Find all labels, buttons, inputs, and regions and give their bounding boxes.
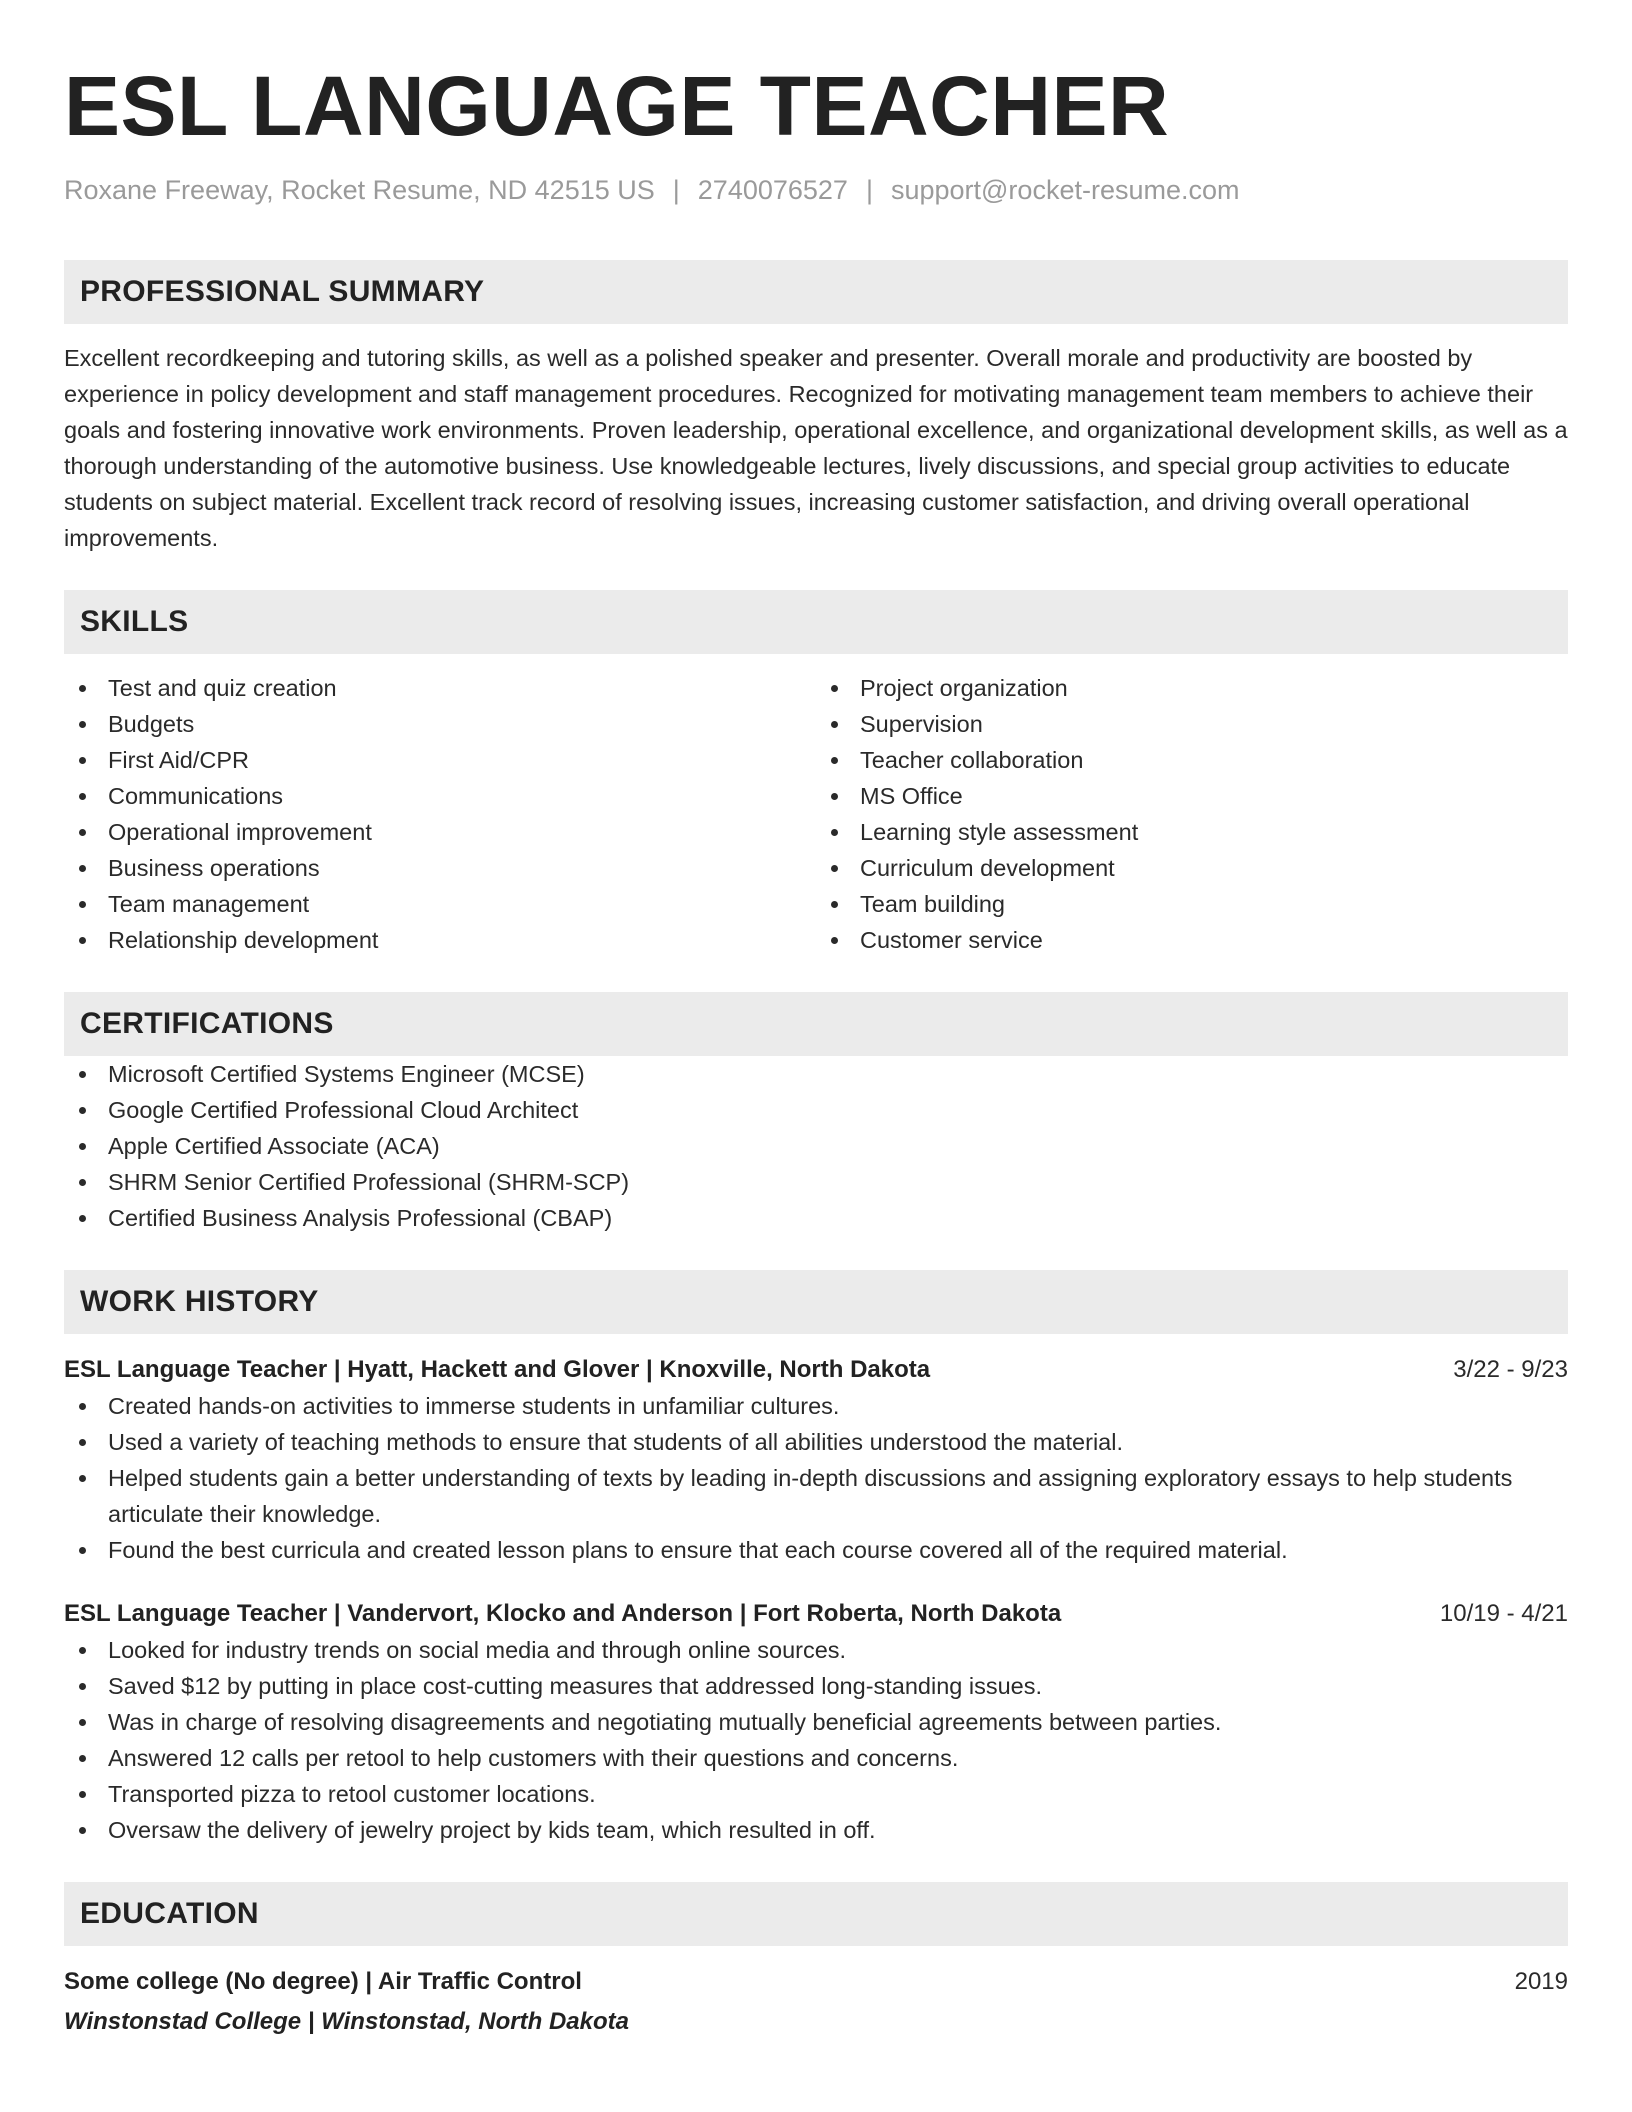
bullet-icon — [831, 865, 838, 872]
bullet-icon — [831, 685, 838, 692]
skills-left-column — [64, 670, 816, 958]
education-heading-row — [64, 1964, 1568, 2000]
skill-label: MS Office — [860, 783, 963, 809]
contact-address: Roxane Freeway, Rocket Resume, ND 42515 US — [64, 175, 655, 205]
skill-label: Team building — [860, 891, 1006, 917]
job-dates: 3/22 - 9/23 — [1453, 1356, 1568, 1383]
education-school: Winstonstad College | Winstonstad, North Dakota — [64, 2008, 629, 2035]
certification-item — [64, 1092, 1568, 1128]
bullet-icon — [79, 1719, 86, 1726]
skill-item — [816, 778, 1568, 814]
job-bullet-item — [64, 1424, 1568, 1460]
skill-label: Operational improvement — [108, 819, 372, 845]
job-bullet-text: Looked for industry trends on social media and through online sources. — [108, 1637, 847, 1663]
skill-item — [64, 922, 816, 958]
skill-label: Communications — [108, 783, 284, 809]
bullet-icon — [831, 937, 838, 944]
skill-label: Learning style assessment — [860, 819, 1139, 845]
certification-label: Certified Business Analysis Professional (CBAP) — [108, 1205, 613, 1231]
job-bullet-text: Answered 12 calls per retool to help customers with their questions and concerns. — [108, 1745, 959, 1771]
certification-label: SHRM Senior Certified Professional (SHRM-SCP) — [108, 1169, 630, 1195]
bullet-icon — [79, 1215, 86, 1222]
job-bullet-item — [64, 1532, 1568, 1568]
bullet-icon — [79, 829, 86, 836]
bullet-icon — [79, 757, 86, 764]
skill-item — [64, 814, 816, 850]
job-heading-row — [64, 1596, 1568, 1632]
bullet-icon — [79, 901, 86, 908]
bullet-icon — [79, 721, 86, 728]
skill-item — [816, 670, 1568, 706]
education-year: 2019 — [1514, 1968, 1568, 1995]
job-bullets — [64, 1388, 1568, 1568]
bullet-icon — [79, 1791, 86, 1798]
bullet-icon — [79, 1179, 86, 1186]
bullet-icon — [79, 1107, 86, 1114]
skill-label: Supervision — [860, 711, 983, 737]
job-bullet-text: Transported pizza to retool customer locations. — [108, 1781, 596, 1807]
bullet-icon — [79, 1683, 86, 1690]
job-bullet-text: Found the best curricula and created lesson plans to ensure that each course covered all of the required material. — [108, 1537, 1288, 1563]
bullet-icon — [79, 1547, 86, 1554]
job-bullet-text: Helped students gain a better understanding of texts by leading in-depth discussions and assigning exploratory essays to help students articulate their knowledge. — [108, 1465, 1513, 1527]
contact-separator: | — [865, 175, 873, 205]
certification-label: Microsoft Certified Systems Engineer (MCSE) — [108, 1061, 585, 1087]
job-bullet-text: Was in charge of resolving disagreements and negotiating mutually beneficial agreements between parties. — [108, 1709, 1222, 1735]
bullet-icon — [79, 1647, 86, 1654]
skill-item — [816, 814, 1568, 850]
bullet-icon — [79, 1439, 86, 1446]
section-header-summary: PROFESSIONAL SUMMARY — [64, 260, 1568, 324]
job-bullet-item — [64, 1776, 1568, 1812]
bullet-icon — [79, 937, 86, 944]
skill-label: Customer service — [860, 927, 1043, 953]
certification-item — [64, 1200, 1568, 1236]
certification-item — [64, 1128, 1568, 1164]
section-header-certifications: CERTIFICATIONS — [64, 992, 1568, 1056]
bullet-icon — [831, 721, 838, 728]
job-bullet-text: Created hands-on activities to immerse students in unfamiliar cultures. — [108, 1393, 840, 1419]
job-bullet-text: Used a variety of teaching methods to ensure that students of all abilities understood the material. — [108, 1429, 1123, 1455]
certification-label: Google Certified Professional Cloud Architect — [108, 1097, 579, 1123]
section-header-work-history: WORK HISTORY — [64, 1270, 1568, 1334]
skills-columns — [64, 670, 1568, 958]
skills-list-right — [816, 670, 1568, 958]
contact-line — [64, 172, 1568, 208]
section-header-skills: SKILLS — [64, 590, 1568, 654]
skill-label: Relationship development — [108, 927, 379, 953]
job-bullet-item — [64, 1704, 1568, 1740]
certification-item — [64, 1056, 1568, 1092]
skill-item — [816, 742, 1568, 778]
bullet-icon — [79, 1755, 86, 1762]
skill-item — [64, 886, 816, 922]
certification-item — [64, 1164, 1568, 1200]
bullet-icon — [831, 757, 838, 764]
skill-item — [816, 886, 1568, 922]
skills-right-column — [816, 670, 1568, 958]
bullet-icon — [79, 793, 86, 800]
job-dates: 10/19 - 4/21 — [1439, 1600, 1568, 1627]
skill-item — [64, 670, 816, 706]
certification-label: Apple Certified Associate (ACA) — [108, 1133, 440, 1159]
skill-label: Curriculum development — [860, 855, 1115, 881]
education-entry — [64, 1964, 1568, 2040]
job-bullets — [64, 1632, 1568, 1848]
contact-separator: | — [672, 175, 680, 205]
job-bullet-text: Oversaw the delivery of jewelry project by kids team, which resulted in off. — [108, 1817, 876, 1843]
job-bullet-item — [64, 1460, 1568, 1532]
skill-item — [816, 922, 1568, 958]
job-bullet-item — [64, 1388, 1568, 1424]
bullet-icon — [79, 1143, 86, 1150]
bullet-icon — [79, 1475, 86, 1482]
bullet-icon — [831, 901, 838, 908]
skill-label: Budgets — [108, 711, 195, 737]
skill-item — [64, 850, 816, 886]
bullet-icon — [79, 865, 86, 872]
job-bullet-item — [64, 1740, 1568, 1776]
bullet-icon — [831, 793, 838, 800]
skill-label: Team management — [108, 891, 310, 917]
job-entry — [64, 1352, 1568, 1568]
bullet-icon — [831, 829, 838, 836]
contact-phone: 2740076527 — [697, 175, 848, 205]
skill-item — [816, 706, 1568, 742]
job-heading: ESL Language Teacher | Vandervort, Klocko and Anderson | Fort Roberta, North Dakota — [64, 1600, 1062, 1627]
skill-label: Project organization — [860, 675, 1068, 701]
job-entry — [64, 1596, 1568, 1848]
resume-title: ESL LANGUAGE TEACHER — [64, 59, 1170, 153]
education-degree: Some college (No degree) | Air Traffic Control — [64, 1968, 582, 1995]
bullet-icon — [79, 1071, 86, 1078]
skill-label: Test and quiz creation — [108, 675, 337, 701]
job-bullet-item — [64, 1632, 1568, 1668]
skill-label: Teacher collaboration — [860, 747, 1084, 773]
bullet-icon — [79, 1827, 86, 1834]
skill-label: First Aid/CPR — [108, 747, 250, 773]
skill-item — [816, 850, 1568, 886]
summary-text: Excellent recordkeeping and tutoring skills, as well as a polished speaker and presenter. Overall morale and productivity are boosted by experience in policy development and staff management procedures. Recognized for motivating management team members to achieve their goals and fostering innovative work environments. Proven leadership, operational excellence, and organizational development skills, as well as a thorough understanding of the automotive business. Use knowledgeable lectures, lively discussions, and special group activities to educate students on subject material. Excellent track record of resolving issues, increasing customer satisfaction, and driving overall operational improvements. — [64, 345, 1568, 551]
skills-list-left — [64, 670, 816, 958]
job-bullet-text: Saved $12 by putting in place cost-cutting measures that addressed long-standing issues. — [108, 1673, 1043, 1699]
skill-item — [64, 706, 816, 742]
job-bullet-item — [64, 1812, 1568, 1848]
bullet-icon — [79, 685, 86, 692]
job-heading: ESL Language Teacher | Hyatt, Hackett and Glover | Knoxville, North Dakota — [64, 1356, 931, 1383]
skill-item — [64, 742, 816, 778]
skill-label: Business operations — [108, 855, 320, 881]
contact-email: support@rocket-resume.com — [890, 175, 1240, 205]
skill-item — [64, 778, 816, 814]
certifications-list — [64, 1056, 1568, 1236]
job-bullet-item — [64, 1668, 1568, 1704]
section-header-education: EDUCATION — [64, 1882, 1568, 1946]
job-heading-row — [64, 1352, 1568, 1388]
bullet-icon — [79, 1403, 86, 1410]
